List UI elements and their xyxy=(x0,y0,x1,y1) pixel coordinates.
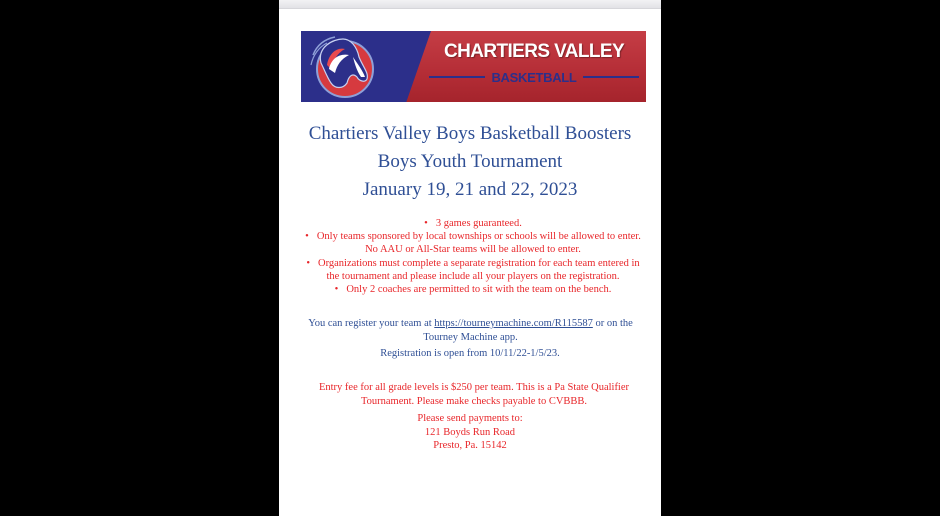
heading-event: Boys Youth Tournament xyxy=(377,151,563,172)
divider-line xyxy=(429,76,485,78)
heading-dates: January 19, 21 and 22, 2023 xyxy=(362,179,578,200)
entry-fee-text: Entry fee for all grade levels is $250 per team. This is a Pa State Qualifier Tournament. Please make checks payable to CVBBB. xyxy=(318,382,630,407)
registration-link[interactable]: https://tourneymachine.com/R115587 xyxy=(434,318,593,329)
registration-prefix: You can register your team at xyxy=(308,318,435,329)
divider-line xyxy=(583,76,639,78)
payment-address-line1: 121 Boyds Run Road xyxy=(424,426,516,438)
mustang-logo-icon xyxy=(307,33,379,101)
list-item: • Only teams sponsored by local townships or schools will be allowed to enter. No AAU or All-Star teams will be allowed to enter. xyxy=(303,230,643,256)
banner-title: CHARTIERS VALLEY xyxy=(443,41,625,62)
list-item: • 3 games guaranteed. xyxy=(303,217,643,230)
payment-info xyxy=(279,412,661,453)
banner-subtitle: BASKETBALL xyxy=(491,69,577,85)
headings xyxy=(279,120,661,204)
payment-label: Please send payments to: xyxy=(417,413,523,424)
banner xyxy=(301,31,646,102)
banner-subtitle-row xyxy=(429,69,639,85)
flyer-page xyxy=(279,0,661,516)
registration-dates: Registration is open from 10/11/22-1/5/23. xyxy=(380,348,560,359)
payment-address-line2: Presto, Pa. 15142 xyxy=(433,440,507,451)
list-item: • Organizations must complete a separate registration for each team entered in the tournament and please include all your players on the registration. xyxy=(303,257,643,283)
rules-list xyxy=(303,217,643,296)
list-item: • Only 2 coaches are permitted to sit with the team on the bench. xyxy=(303,283,643,296)
registration-info xyxy=(293,317,648,344)
registration-suffix: or on the Tourney Machine app. xyxy=(423,318,633,343)
top-bar xyxy=(279,0,661,9)
heading-organization: Chartiers Valley Boys Basketball Boosters xyxy=(308,123,632,144)
